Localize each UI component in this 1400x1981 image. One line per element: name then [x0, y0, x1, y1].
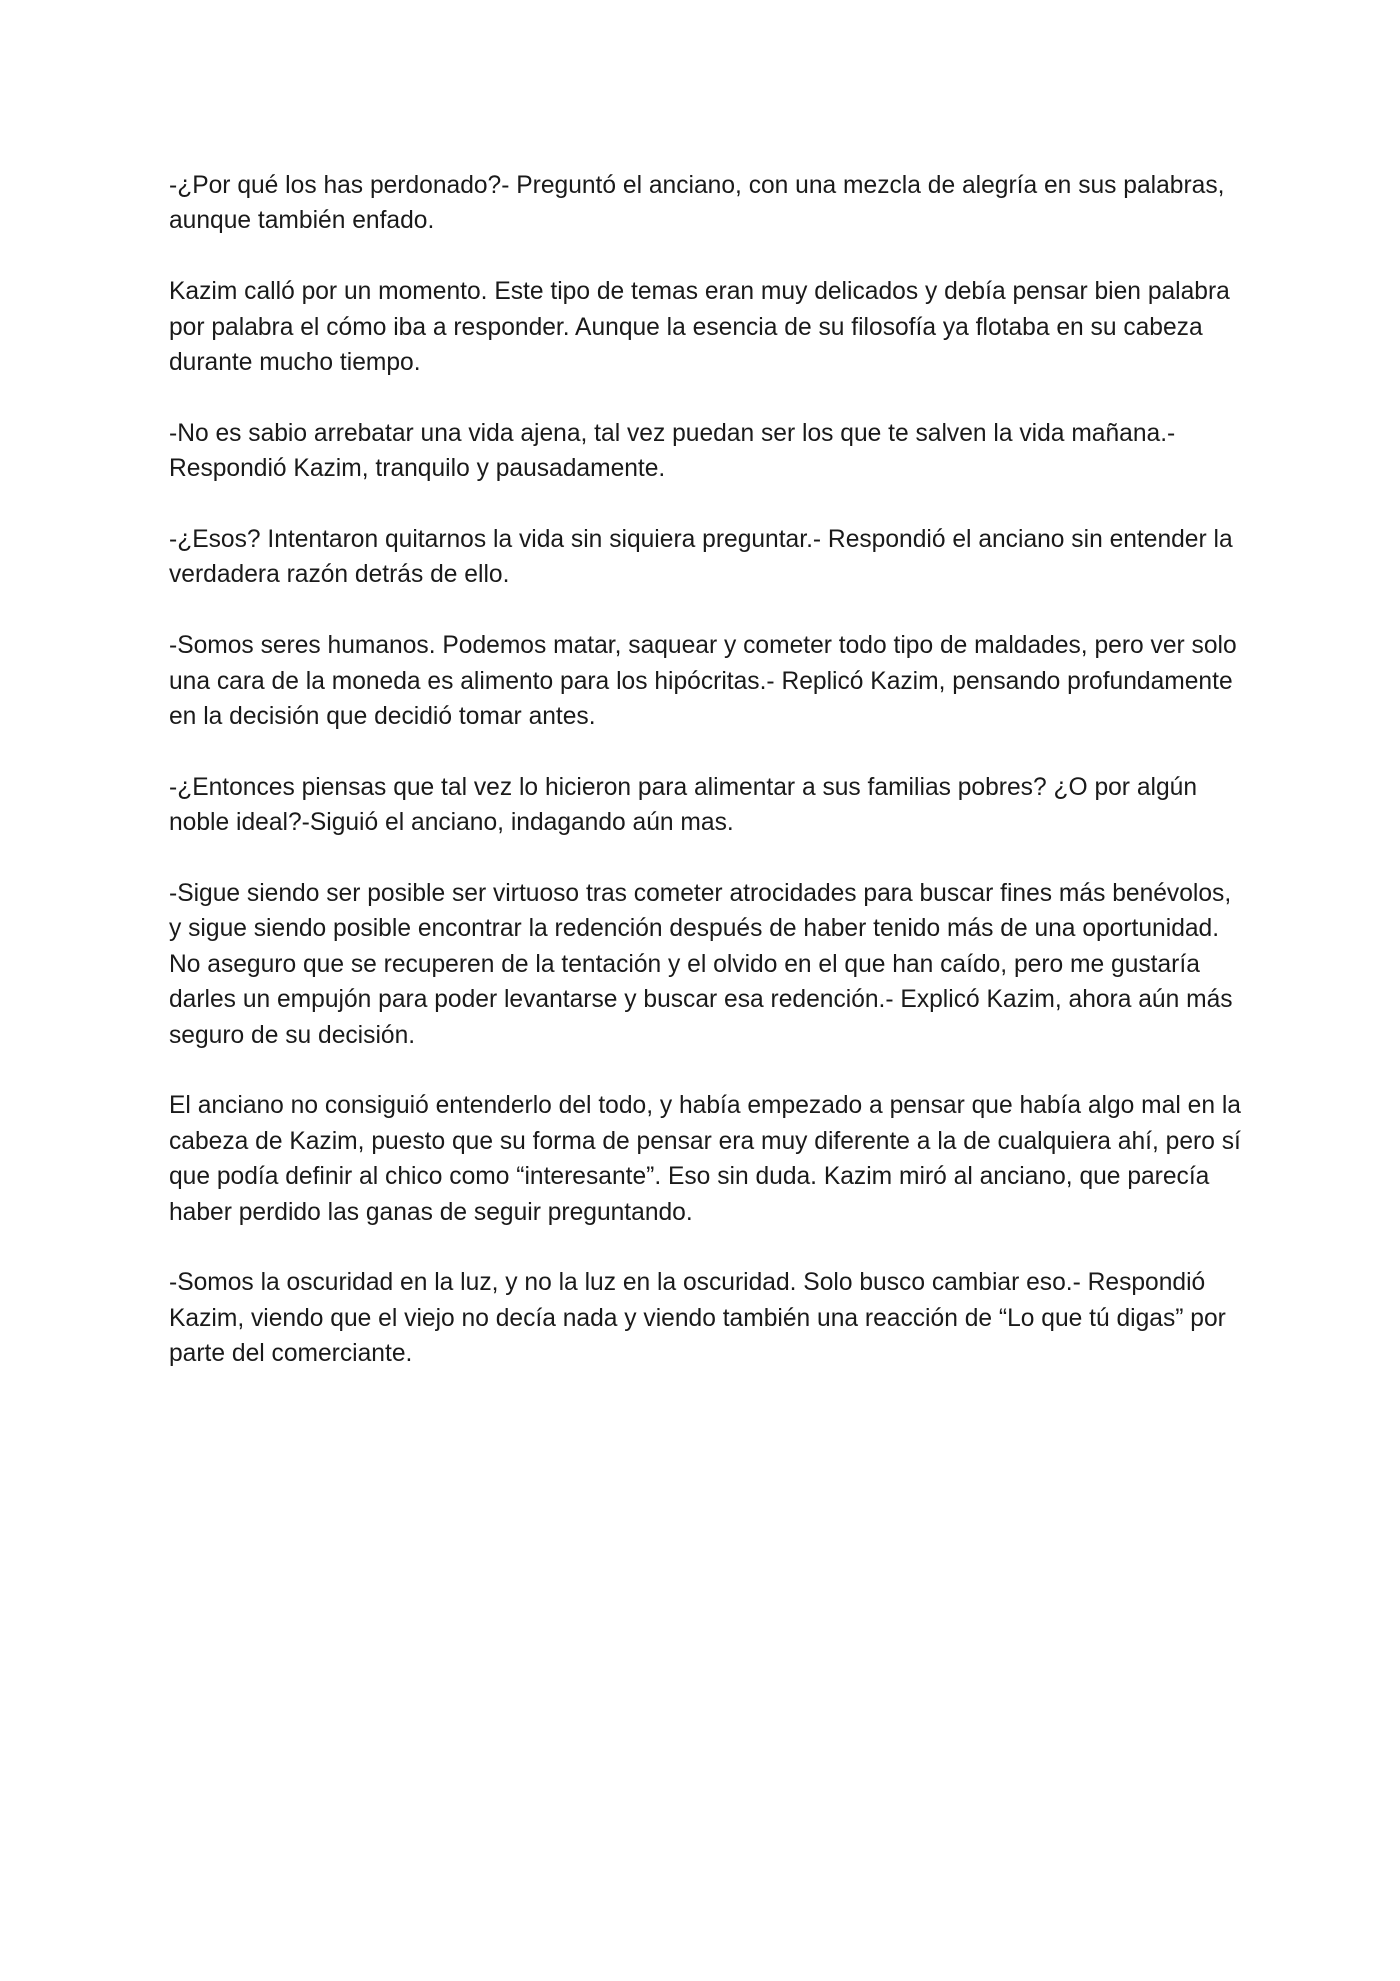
- document-body: [169, 168, 1244, 1407]
- paragraph: -Somos la oscuridad en la luz, y no la luz en la oscuridad. Solo busco cambiar eso.- Respondió Kazim, viendo que el viejo no decía nada y viendo también una reacción de “Lo que tú digas” por parte del comerciante.: [169, 1269, 1226, 1368]
- paragraph: -No es sabio arrebatar una vida ajena, tal vez puedan ser los que te salven la vida mañana.- Respondió Kazim, tranquilo y pausadamente.: [169, 419, 1176, 483]
- paragraph: Kazim calló por un momento. Este tipo de temas eran muy delicados y debía pensar bien palabra por palabra el cómo iba a responder. Aunque la esencia de su filosofía ya flotaba en su cabeza durante mucho tiempo.: [169, 278, 1230, 377]
- paragraph: -Somos seres humanos. Podemos matar, saquear y cometer todo tipo de maldades, pero ver solo una cara de la moneda es alimento para los hipócritas.- Replicó Kazim, pensando profundamente en la decisión que decidió tomar antes.: [169, 632, 1237, 731]
- paragraph: -¿Entonces piensas que tal vez lo hicieron para alimentar a sus familias pobres? ¿O por algún noble ideal?-Siguió el anciano, indagando aún mas.: [169, 773, 1198, 837]
- paragraph: -Sigue siendo ser posible ser virtuoso tras cometer atrocidades para buscar fines más benévolos, y sigue siendo posible encontrar la redención después de haber tenido más de una oportunidad. No aseguro que se recuperen de la tentación y el olvido en el que han caído, pero me gustaría darles un empujón para poder levantarse y buscar esa redención.- Explicó Kazim, ahora aún más seguro de su decisión.: [169, 880, 1233, 1049]
- paragraph: -¿Por qué los has perdonado?- Preguntó el anciano, con una mezcla de alegría en sus palabras, aunque también enfado.: [169, 172, 1225, 235]
- paragraph: El anciano no consiguió entenderlo del todo, y había empezado a pensar que había algo mal en la cabeza de Kazim, puesto que su forma de pensar era muy diferente a la de cualquiera ahí, pero sí que podía definir al chico como “interesante”. Eso sin duda. Kazim miró al anciano, que parecía haber perdido las ganas de seguir preguntando.: [169, 1092, 1241, 1226]
- paragraph: -¿Esos? Intentaron quitarnos la vida sin siquiera preguntar.- Respondió el anciano sin entender la verdadera razón detrás de ello.: [169, 526, 1233, 589]
